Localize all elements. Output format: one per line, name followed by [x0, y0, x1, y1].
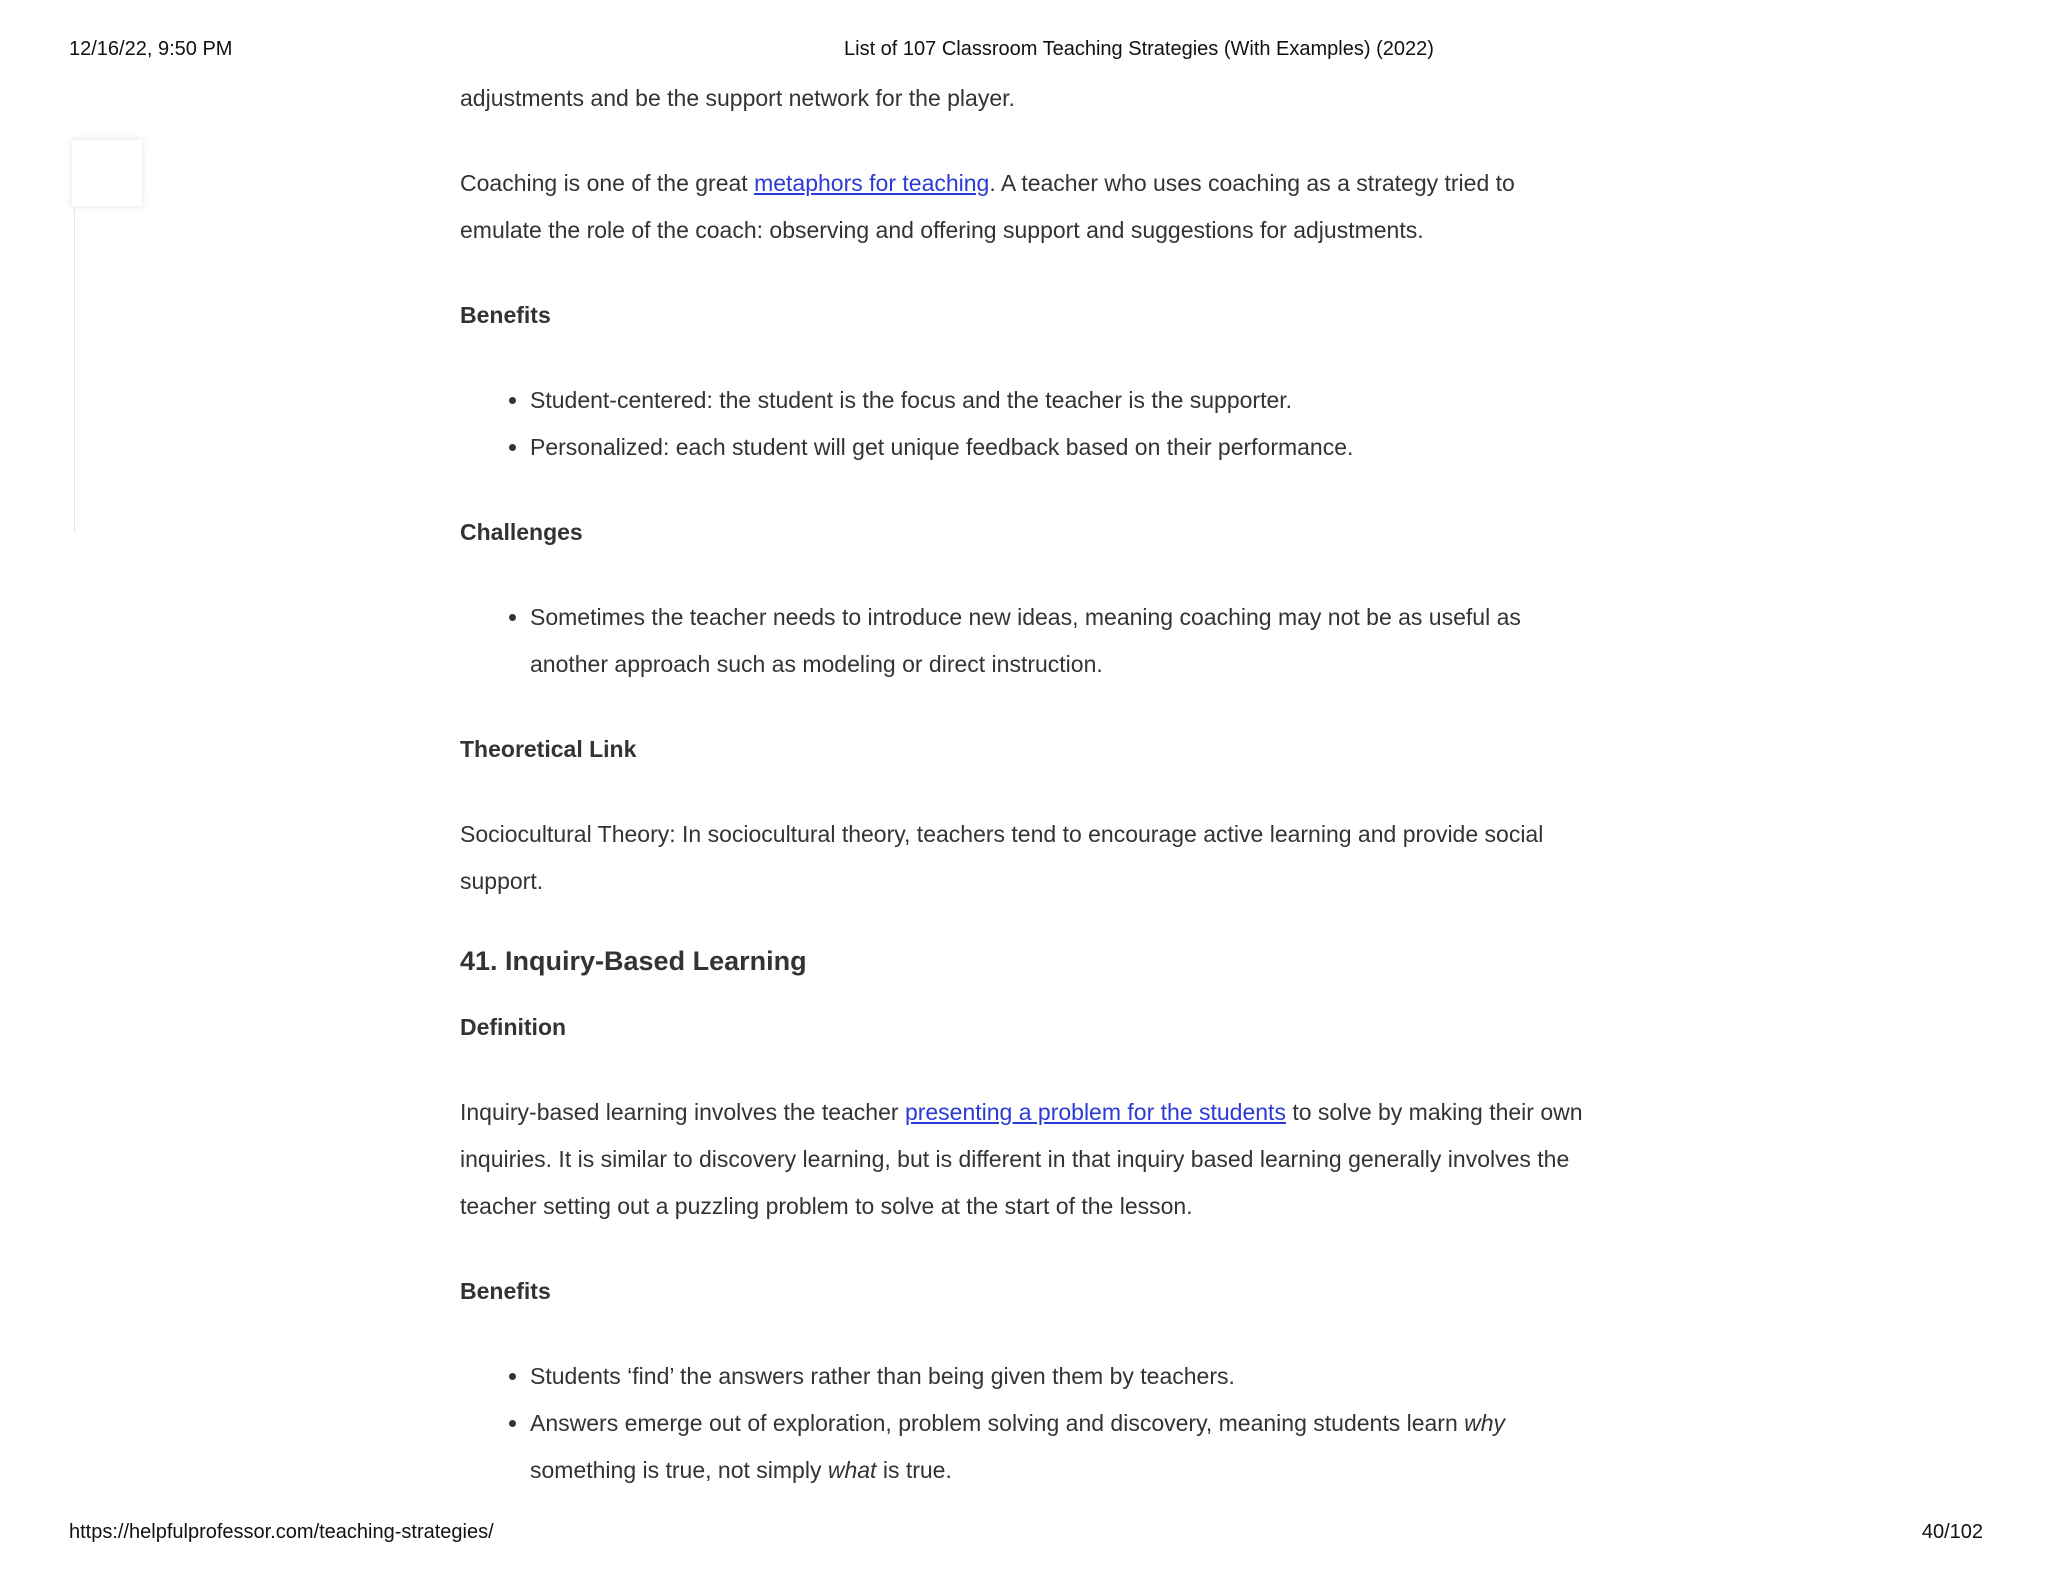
text-span: something is true, not simply	[530, 1457, 828, 1483]
article-content	[460, 75, 1585, 1494]
emphasis-what: what	[827, 1457, 877, 1483]
paragraph-theory: Sociocultural Theory: In sociocultural theory, teachers tend to encourage active learning and provide social support.	[460, 821, 1544, 894]
list-item: • Students ‘find’ the answers rather than being given them by teachers.	[530, 1353, 1585, 1400]
heading-definition: Definition	[460, 1014, 567, 1040]
print-datetime: 12/16/22, 9:50 PM	[69, 38, 233, 60]
list-item	[530, 1400, 1585, 1494]
benefits-list	[460, 377, 1585, 471]
paragraph-intro: adjustments and be the support network for the player.	[460, 85, 1015, 111]
list-item: • Student-centered: the student is the focus and the teacher is the supporter.	[530, 377, 1585, 424]
challenges-list	[460, 594, 1585, 688]
heading-theoretical-link: Theoretical Link	[460, 736, 637, 762]
heading-benefits: Benefits	[460, 302, 551, 328]
emphasis-why: why	[1464, 1410, 1506, 1436]
heading-benefits-2: Benefits	[460, 1278, 551, 1304]
floating-share-widget[interactable]	[72, 140, 142, 206]
print-page-number: 40/102	[1921, 1521, 1983, 1543]
text-span: Inquiry-based learning involves the teacher	[460, 1099, 905, 1125]
paragraph-coaching	[460, 160, 1585, 254]
text-span: to solve by making their own inquiries. It is similar to discovery learning, but is different in that inquiry based learning generally involves the teacher setting out a puzzling problem to solve at the start of the lesson.	[460, 1099, 1583, 1219]
text-span: Coaching is one of the great	[460, 170, 755, 196]
text-span: is true.	[876, 1457, 952, 1483]
print-page-title: List of 107 Classroom Teaching Strategies (With Examples) (2022)	[844, 38, 1434, 60]
print-url: https://helpfulprofessor.com/teaching-strategies/	[69, 1521, 494, 1543]
link-metaphors-for-teaching[interactable]: metaphors for teaching	[754, 170, 990, 196]
sidebar-divider	[74, 206, 75, 532]
text-span: Answers emerge out of exploration, problem solving and discovery, meaning students learn	[530, 1410, 1465, 1436]
section-heading-inquiry-based-learning: 41. Inquiry-Based Learning	[460, 946, 807, 976]
heading-challenges: Challenges	[460, 519, 583, 545]
text-span: . A teacher who uses coaching as a strategy tried to emulate the role of the coach: observing and offering support and suggestions for adjustments.	[460, 170, 1515, 243]
benefits-list-2	[460, 1353, 1585, 1494]
list-item: • Personalized: each student will get unique feedback based on their performance.	[530, 424, 1585, 471]
link-presenting-a-problem[interactable]: presenting a problem for the students	[904, 1099, 1286, 1125]
list-item: • Sometimes the teacher needs to introduce new ideas, meaning coaching may not be as useful as another approach such as modeling or direct instruction.	[530, 594, 1585, 688]
paragraph-inquiry	[460, 1089, 1585, 1230]
